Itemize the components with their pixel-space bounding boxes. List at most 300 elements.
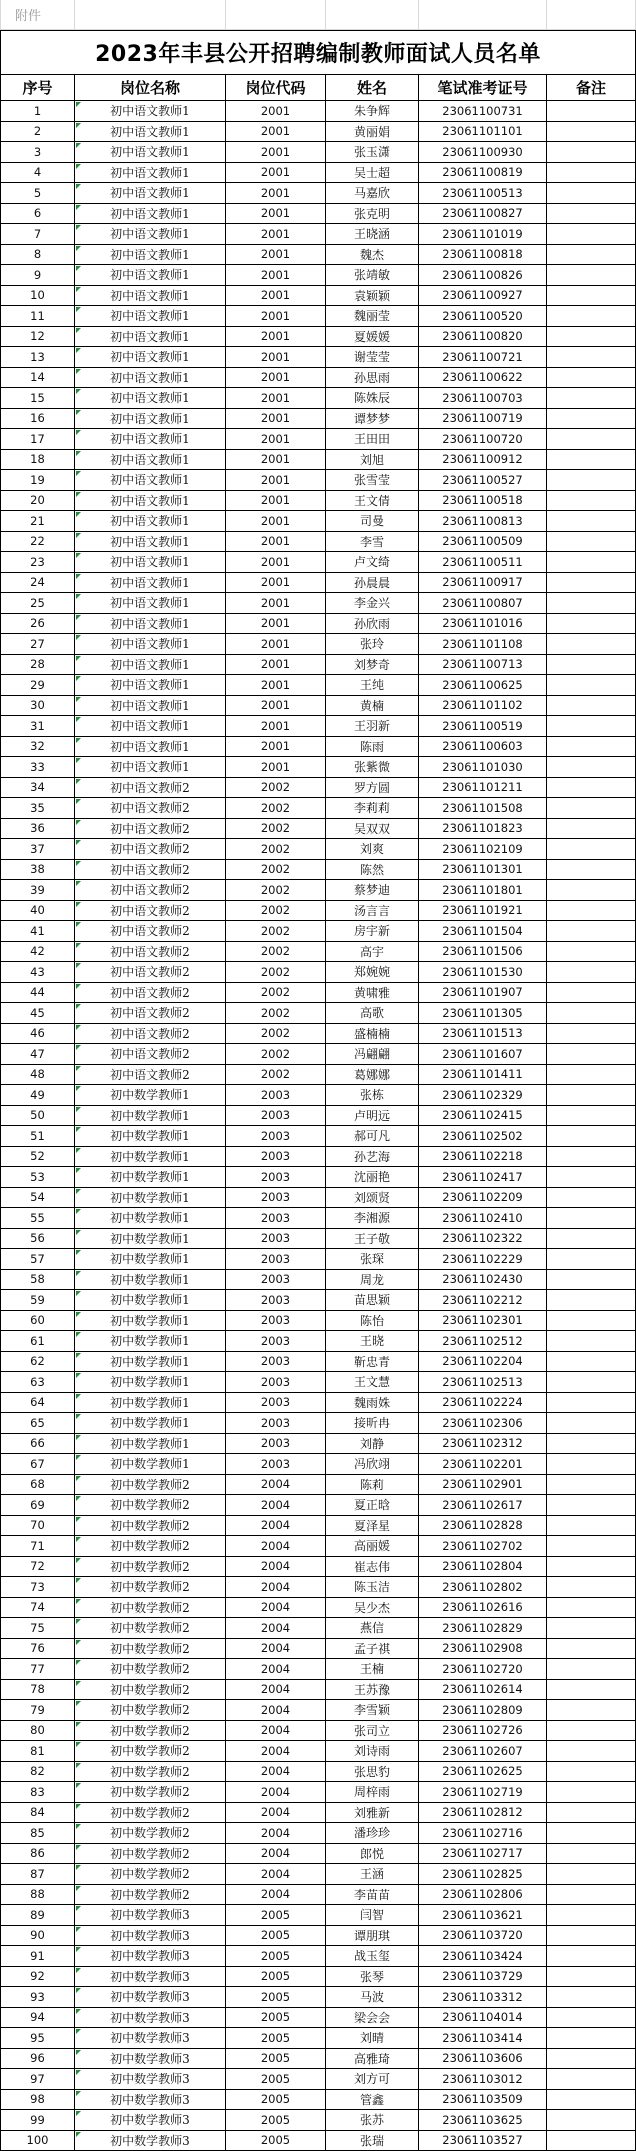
cell-remark[interactable] [547,1557,636,1578]
cell-exam-id[interactable]: 23061100713 [419,655,547,676]
cell-exam-id[interactable]: 23061102607 [419,1741,547,1762]
cell-no[interactable]: 4 [0,163,75,184]
cell-no[interactable]: 23 [0,552,75,573]
cell-exam-id[interactable]: 23061103720 [419,1926,547,1947]
cell-remark[interactable] [547,1495,636,1516]
cell-remark[interactable] [547,757,636,778]
cell-remark[interactable] [547,1598,636,1619]
cell-no[interactable]: 17 [0,429,75,450]
cell-position[interactable]: 初中数学教师1 [75,1106,226,1127]
cell-code[interactable]: 2003 [226,1454,326,1475]
cell-position[interactable]: 初中数学教师3 [75,1946,226,1967]
cell-code[interactable]: 2001 [226,204,326,225]
cell-exam-id[interactable]: 23061101508 [419,798,547,819]
cell-remark[interactable] [547,2090,636,2111]
cell-remark[interactable] [547,1926,636,1947]
cell-position[interactable]: 初中语文教师1 [75,224,226,245]
cell-code[interactable]: 2002 [226,962,326,983]
cell-exam-id[interactable]: 23061100518 [419,491,547,512]
cell-code[interactable]: 2001 [226,142,326,163]
cell-code[interactable]: 2001 [226,573,326,594]
cell-no[interactable]: 38 [0,860,75,881]
cell-position[interactable]: 初中语文教师2 [75,983,226,1004]
cell-exam-id[interactable]: 23061100720 [419,429,547,450]
cell-no[interactable]: 6 [0,204,75,225]
cell-exam-id[interactable]: 23061100703 [419,388,547,409]
cell-remark[interactable] [547,1721,636,1742]
cell-name[interactable]: 房宇新 [326,921,419,942]
cell-exam-id[interactable]: 23061102218 [419,1147,547,1168]
cell-code[interactable]: 2004 [226,1844,326,1865]
cell-no[interactable]: 74 [0,1598,75,1619]
cell-remark[interactable] [547,1946,636,1967]
cell-code[interactable]: 2001 [226,163,326,184]
cell-exam-id[interactable]: 23061100527 [419,470,547,491]
cell-no[interactable]: 91 [0,1946,75,1967]
cell-code[interactable]: 2001 [226,409,326,430]
cell-remark[interactable] [547,696,636,717]
cell-remark[interactable] [547,1803,636,1824]
cell-position[interactable]: 初中语文教师2 [75,880,226,901]
cell-remark[interactable] [547,306,636,327]
cell-position[interactable]: 初中数学教师1 [75,1126,226,1147]
cell-name[interactable]: 郑婉婉 [326,962,419,983]
cell-no[interactable]: 39 [0,880,75,901]
cell-exam-id[interactable]: 23061102204 [419,1352,547,1373]
cell-exam-id[interactable]: 23061100819 [419,163,547,184]
cell-name[interactable]: 高歌 [326,1003,419,1024]
cell-no[interactable]: 88 [0,1885,75,1906]
cell-remark[interactable] [547,860,636,881]
cell-exam-id[interactable]: 23061102717 [419,1844,547,1865]
cell-remark[interactable] [547,470,636,491]
cell-no[interactable]: 2 [0,122,75,143]
cell-name[interactable]: 张思豹 [326,1762,419,1783]
cell-no[interactable]: 82 [0,1762,75,1783]
cell-exam-id[interactable]: 23061101102 [419,696,547,717]
cell-no[interactable]: 30 [0,696,75,717]
cell-remark[interactable] [547,1413,636,1434]
cell-remark[interactable] [547,2110,636,2131]
cell-exam-id[interactable]: 23061101030 [419,757,547,778]
cell-exam-id[interactable]: 23061100603 [419,737,547,758]
cell-remark[interactable] [547,1618,636,1639]
cell-name[interactable]: 李金兴 [326,593,419,614]
cell-code[interactable]: 2001 [226,634,326,655]
cell-position[interactable]: 初中数学教师2 [75,1598,226,1619]
cell-position[interactable]: 初中数学教师3 [75,2090,226,2111]
cell-exam-id[interactable]: 23061102901 [419,1475,547,1496]
cell-remark[interactable] [547,1454,636,1475]
cell-no[interactable]: 70 [0,1516,75,1537]
cell-code[interactable]: 2004 [226,1659,326,1680]
cell-name[interactable]: 孙思雨 [326,368,419,389]
cell-name[interactable]: 黄丽娟 [326,122,419,143]
cell-code[interactable]: 2004 [226,1803,326,1824]
cell-exam-id[interactable]: 23061100912 [419,450,547,471]
cell-remark[interactable] [547,1106,636,1127]
cell-code[interactable]: 2001 [226,450,326,471]
cell-position[interactable]: 初中数学教师2 [75,1782,226,1803]
cell-exam-id[interactable]: 23061102306 [419,1413,547,1434]
cell-code[interactable]: 2005 [226,1905,326,1926]
cell-position[interactable]: 初中语文教师2 [75,778,226,799]
cell-name[interactable]: 潘珍珍 [326,1823,419,1844]
cell-position[interactable]: 初中语文教师1 [75,675,226,696]
cell-name[interactable]: 王苏豫 [326,1680,419,1701]
cell-name[interactable]: 袁颖颖 [326,286,419,307]
cell-position[interactable]: 初中语文教师1 [75,450,226,471]
cell-remark[interactable] [547,552,636,573]
cell-no[interactable]: 13 [0,347,75,368]
cell-exam-id[interactable]: 23061103414 [419,2028,547,2049]
cell-code[interactable]: 2005 [226,1926,326,1947]
cell-remark[interactable] [547,1044,636,1065]
cell-no[interactable]: 45 [0,1003,75,1024]
cell-code[interactable]: 2002 [226,983,326,1004]
cell-position[interactable]: 初中语文教师2 [75,1044,226,1065]
cell-exam-id[interactable]: 23061102329 [419,1085,547,1106]
cell-exam-id[interactable]: 23061101305 [419,1003,547,1024]
cell-code[interactable]: 2001 [226,388,326,409]
cell-remark[interactable] [547,1024,636,1045]
cell-exam-id[interactable]: 23061100622 [419,368,547,389]
cell-remark[interactable] [547,675,636,696]
cell-code[interactable]: 2004 [226,1823,326,1844]
cell-code[interactable]: 2004 [226,1680,326,1701]
cell-name[interactable]: 黄啸雅 [326,983,419,1004]
cell-code[interactable]: 2002 [226,839,326,860]
cell-name[interactable]: 张苏 [326,2110,419,2131]
cell-remark[interactable] [547,942,636,963]
cell-remark[interactable] [547,286,636,307]
cell-name[interactable]: 葛娜娜 [326,1065,419,1086]
empty-cell[interactable] [547,0,636,30]
empty-cell[interactable] [326,0,419,30]
cell-exam-id[interactable]: 23061100625 [419,675,547,696]
cell-code[interactable]: 2002 [226,860,326,881]
cell-code[interactable]: 2003 [226,1270,326,1291]
cell-remark[interactable] [547,962,636,983]
empty-cell[interactable] [75,0,226,30]
cell-no[interactable]: 22 [0,532,75,553]
cell-no[interactable]: 8 [0,245,75,266]
cell-position[interactable]: 初中数学教师2 [75,1741,226,1762]
cell-no[interactable]: 59 [0,1290,75,1311]
cell-code[interactable]: 2003 [226,1331,326,1352]
cell-position[interactable]: 初中语文教师1 [75,142,226,163]
cell-position[interactable]: 初中数学教师1 [75,1352,226,1373]
cell-remark[interactable] [547,593,636,614]
cell-remark[interactable] [547,204,636,225]
cell-name[interactable]: 吴士超 [326,163,419,184]
cell-no[interactable]: 41 [0,921,75,942]
cell-name[interactable]: 陈玉洁 [326,1577,419,1598]
cell-no[interactable]: 19 [0,470,75,491]
cell-code[interactable]: 2002 [226,819,326,840]
cell-code[interactable]: 2001 [226,327,326,348]
cell-name[interactable]: 魏丽莹 [326,306,419,327]
cell-code[interactable]: 2002 [226,901,326,922]
cell-remark[interactable] [547,614,636,635]
cell-code[interactable]: 2005 [226,2049,326,2070]
cell-exam-id[interactable]: 23061103509 [419,2090,547,2111]
cell-remark[interactable] [547,2131,636,2151]
cell-no[interactable]: 86 [0,1844,75,1865]
cell-no[interactable]: 76 [0,1639,75,1660]
cell-position[interactable]: 初中语文教师1 [75,306,226,327]
cell-name[interactable]: 王楠 [326,1659,419,1680]
cell-name[interactable]: 陈姝辰 [326,388,419,409]
cell-position[interactable]: 初中数学教师2 [75,1516,226,1537]
cell-no[interactable]: 18 [0,450,75,471]
cell-remark[interactable] [547,1147,636,1168]
cell-exam-id[interactable]: 23061101211 [419,778,547,799]
cell-code[interactable]: 2003 [226,1167,326,1188]
cell-no[interactable]: 21 [0,511,75,532]
cell-remark[interactable] [547,1352,636,1373]
cell-code[interactable]: 2001 [226,593,326,614]
cell-code[interactable]: 2003 [226,1106,326,1127]
cell-code[interactable]: 2001 [226,101,326,122]
cell-remark[interactable] [547,1741,636,1762]
cell-remark[interactable] [547,1188,636,1209]
cell-exam-id[interactable]: 23061102809 [419,1700,547,1721]
cell-remark[interactable] [547,450,636,471]
cell-name[interactable]: 黄楠 [326,696,419,717]
cell-no[interactable]: 60 [0,1311,75,1332]
cell-no[interactable]: 34 [0,778,75,799]
cell-code[interactable]: 2003 [226,1352,326,1373]
cell-code[interactable]: 2003 [226,1413,326,1434]
cell-name[interactable]: 战玉玺 [326,1946,419,1967]
cell-remark[interactable] [547,1823,636,1844]
cell-position[interactable]: 初中数学教师1 [75,1454,226,1475]
cell-position[interactable]: 初中数学教师1 [75,1229,226,1250]
cell-code[interactable]: 2001 [226,265,326,286]
cell-position[interactable]: 初中语文教师1 [75,470,226,491]
cell-no[interactable]: 42 [0,942,75,963]
cell-remark[interactable] [547,1065,636,1086]
cell-position[interactable]: 初中语文教师2 [75,819,226,840]
cell-position[interactable]: 初中语文教师2 [75,1065,226,1086]
cell-name[interactable]: 盛楠楠 [326,1024,419,1045]
cell-no[interactable]: 52 [0,1147,75,1168]
cell-position[interactable]: 初中数学教师3 [75,2049,226,2070]
cell-code[interactable]: 2001 [226,716,326,737]
cell-name[interactable]: 王涵 [326,1864,419,1885]
cell-name[interactable]: 高丽媛 [326,1536,419,1557]
cell-code[interactable]: 2005 [226,2028,326,2049]
cell-code[interactable]: 2001 [226,757,326,778]
cell-position[interactable]: 初中数学教师2 [75,1495,226,1516]
cell-name[interactable]: 郝可凡 [326,1126,419,1147]
cell-remark[interactable] [547,901,636,922]
cell-position[interactable]: 初中数学教师2 [75,1557,226,1578]
cell-no[interactable]: 100 [0,2131,75,2151]
cell-no[interactable]: 3 [0,142,75,163]
cell-exam-id[interactable]: 23061102322 [419,1229,547,1250]
cell-remark[interactable] [547,1762,636,1783]
cell-position[interactable]: 初中数学教师1 [75,1085,226,1106]
cell-code[interactable]: 2001 [226,286,326,307]
cell-code[interactable]: 2001 [226,429,326,450]
cell-exam-id[interactable]: 23061104014 [419,2008,547,2029]
cell-exam-id[interactable]: 23061100807 [419,593,547,614]
cell-name[interactable]: 刘诗雨 [326,1741,419,1762]
cell-exam-id[interactable]: 23061103606 [419,2049,547,2070]
cell-name[interactable]: 接昕冉 [326,1413,419,1434]
cell-no[interactable]: 5 [0,183,75,204]
cell-exam-id[interactable]: 23061100818 [419,245,547,266]
cell-no[interactable]: 46 [0,1024,75,1045]
cell-remark[interactable] [547,183,636,204]
cell-name[interactable]: 崔志伟 [326,1557,419,1578]
cell-exam-id[interactable]: 23061103424 [419,1946,547,1967]
cell-name[interactable]: 罗方圆 [326,778,419,799]
cell-remark[interactable] [547,1085,636,1106]
cell-exam-id[interactable]: 23061101607 [419,1044,547,1065]
cell-name[interactable]: 高雅琦 [326,2049,419,2070]
cell-code[interactable]: 2002 [226,798,326,819]
cell-no[interactable]: 9 [0,265,75,286]
cell-name[interactable]: 靳忠青 [326,1352,419,1373]
cell-position[interactable]: 初中语文教师1 [75,347,226,368]
cell-position[interactable]: 初中语文教师1 [75,183,226,204]
cell-no[interactable]: 16 [0,409,75,430]
cell-remark[interactable] [547,142,636,163]
cell-name[interactable]: 司曼 [326,511,419,532]
cell-name[interactable]: 燕信 [326,1618,419,1639]
cell-exam-id[interactable]: 23061100826 [419,265,547,286]
cell-remark[interactable] [547,327,636,348]
cell-position[interactable]: 初中语文教师1 [75,634,226,655]
cell-no[interactable]: 73 [0,1577,75,1598]
cell-no[interactable]: 43 [0,962,75,983]
cell-code[interactable]: 2001 [226,532,326,553]
cell-code[interactable]: 2004 [226,1516,326,1537]
cell-position[interactable]: 初中语文教师2 [75,962,226,983]
cell-name[interactable]: 李湘源 [326,1208,419,1229]
cell-no[interactable]: 80 [0,1721,75,1742]
cell-exam-id[interactable]: 23061102417 [419,1167,547,1188]
cell-remark[interactable] [547,1700,636,1721]
cell-position[interactable]: 初中数学教师2 [75,1618,226,1639]
cell-code[interactable]: 2002 [226,1003,326,1024]
cell-position[interactable]: 初中语文教师1 [75,757,226,778]
cell-position[interactable]: 初中数学教师1 [75,1434,226,1455]
cell-remark[interactable] [547,1167,636,1188]
cell-exam-id[interactable]: 23061100827 [419,204,547,225]
cell-exam-id[interactable]: 23061102415 [419,1106,547,1127]
cell-code[interactable]: 2004 [226,1782,326,1803]
cell-remark[interactable] [547,265,636,286]
cell-code[interactable]: 2003 [226,1208,326,1229]
cell-name[interactable]: 李莉莉 [326,798,419,819]
cell-no[interactable]: 37 [0,839,75,860]
cell-position[interactable]: 初中语文教师1 [75,614,226,635]
cell-code[interactable]: 2004 [226,1557,326,1578]
cell-exam-id[interactable]: 23061102410 [419,1208,547,1229]
cell-remark[interactable] [547,1967,636,1988]
cell-exam-id[interactable]: 23061103625 [419,2110,547,2131]
cell-remark[interactable] [547,2008,636,2029]
cell-position[interactable]: 初中语文教师1 [75,122,226,143]
cell-position[interactable]: 初中语文教师1 [75,265,226,286]
cell-exam-id[interactable]: 23061100930 [419,142,547,163]
cell-remark[interactable] [547,634,636,655]
cell-code[interactable]: 2005 [226,2008,326,2029]
cell-name[interactable]: 张司立 [326,1721,419,1742]
cell-code[interactable]: 2003 [226,1229,326,1250]
cell-name[interactable]: 刘雅新 [326,1803,419,1824]
cell-name[interactable]: 夏媛媛 [326,327,419,348]
cell-remark[interactable] [547,1987,636,2008]
cell-exam-id[interactable]: 23061102301 [419,1311,547,1332]
cell-remark[interactable] [547,2069,636,2090]
cell-position[interactable]: 初中语文教师1 [75,532,226,553]
cell-position[interactable]: 初中数学教师3 [75,2110,226,2131]
cell-code[interactable]: 2002 [226,778,326,799]
cell-exam-id[interactable]: 23061102804 [419,1557,547,1578]
cell-position[interactable]: 初中数学教师1 [75,1393,226,1414]
cell-name[interactable]: 刘静 [326,1434,419,1455]
cell-name[interactable]: 吴双双 [326,819,419,840]
cell-code[interactable]: 2001 [226,306,326,327]
cell-position[interactable]: 初中语文教师1 [75,286,226,307]
cell-remark[interactable] [547,163,636,184]
cell-remark[interactable] [547,1639,636,1660]
cell-exam-id[interactable]: 23061101108 [419,634,547,655]
cell-exam-id[interactable]: 23061102802 [419,1577,547,1598]
cell-exam-id[interactable]: 23061101801 [419,880,547,901]
cell-name[interactable]: 沈丽艳 [326,1167,419,1188]
cell-exam-id[interactable]: 23061102617 [419,1495,547,1516]
cell-position[interactable]: 初中语文教师1 [75,552,226,573]
cell-code[interactable]: 2001 [226,737,326,758]
cell-code[interactable]: 2005 [226,1987,326,2008]
cell-no[interactable]: 61 [0,1331,75,1352]
cell-position[interactable]: 初中数学教师3 [75,2008,226,2029]
cell-no[interactable]: 58 [0,1270,75,1291]
cell-name[interactable]: 陈然 [326,860,419,881]
cell-name[interactable]: 张栋 [326,1085,419,1106]
cell-code[interactable]: 2004 [226,1495,326,1516]
cell-remark[interactable] [547,778,636,799]
cell-no[interactable]: 68 [0,1475,75,1496]
cell-name[interactable]: 李雪 [326,532,419,553]
cell-remark[interactable] [547,1249,636,1270]
cell-remark[interactable] [547,1536,636,1557]
cell-name[interactable]: 吴少杰 [326,1598,419,1619]
cell-name[interactable]: 汤言言 [326,901,419,922]
cell-remark[interactable] [547,655,636,676]
cell-position[interactable]: 初中数学教师1 [75,1413,226,1434]
cell-code[interactable]: 2003 [226,1126,326,1147]
cell-position[interactable]: 初中数学教师2 [75,1823,226,1844]
cell-remark[interactable] [547,1229,636,1250]
cell-position[interactable]: 初中数学教师1 [75,1372,226,1393]
cell-name[interactable]: 张玉潇 [326,142,419,163]
cell-name[interactable]: 闫智 [326,1905,419,1926]
cell-position[interactable]: 初中数学教师1 [75,1290,226,1311]
cell-position[interactable]: 初中语文教师1 [75,204,226,225]
cell-position[interactable]: 初中数学教师3 [75,1987,226,2008]
cell-exam-id[interactable]: 23061103621 [419,1905,547,1926]
cell-position[interactable]: 初中语文教师1 [75,573,226,594]
cell-name[interactable]: 孙晨晨 [326,573,419,594]
cell-no[interactable]: 96 [0,2049,75,2070]
